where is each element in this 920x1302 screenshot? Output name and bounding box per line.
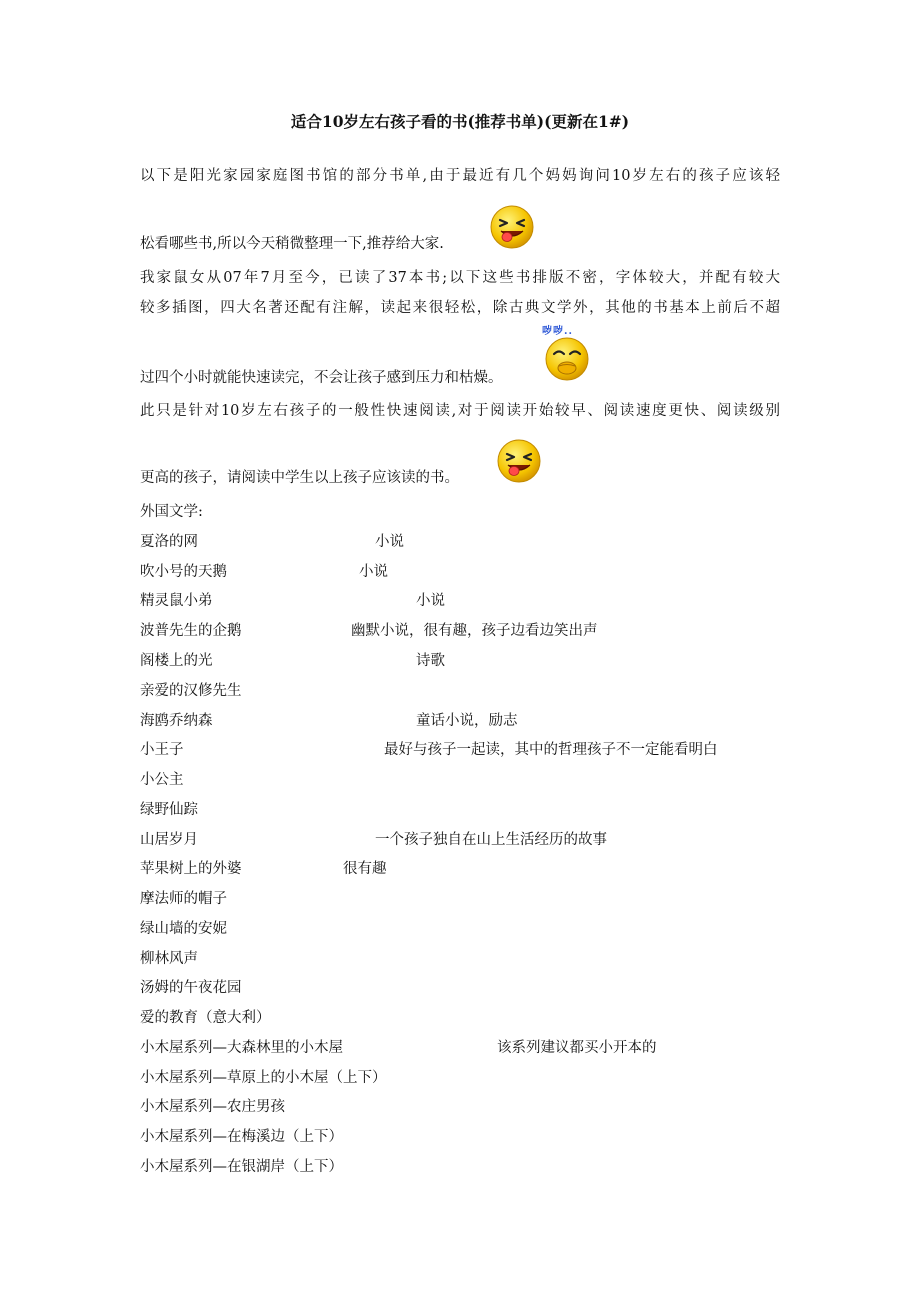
intro-line: 我家鼠女从07年7月至今，已读了37本书;以下这些书排版不密，字体较大，并配有较大 bbox=[140, 270, 780, 286]
book-note: 诗歌 bbox=[416, 653, 445, 669]
book-title: 绿野仙踪 bbox=[140, 802, 198, 818]
book-note: 童话小说，励志 bbox=[416, 713, 518, 729]
book-title: 小木屋系列—在银湖岸（上下） bbox=[140, 1159, 343, 1175]
book-note: 该系列建议都买小开本的 bbox=[497, 1040, 657, 1056]
book-title: 亲爱的汉修先生 bbox=[140, 683, 242, 699]
book-title: 海鸥乔纳森 bbox=[140, 713, 213, 729]
book-title: 摩法师的帽子 bbox=[140, 891, 227, 907]
book-title: 小木屋系列—在梅溪边（上下） bbox=[140, 1129, 343, 1145]
book-note: 幽默小说，很有趣，孩子边看边笑出声 bbox=[351, 623, 598, 639]
book-note: 小说 bbox=[416, 593, 445, 609]
book-title: 吹小号的天鹅 bbox=[140, 564, 227, 580]
book-title: 爱的教育（意大利） bbox=[140, 1010, 271, 1026]
book-title: 小公主 bbox=[140, 772, 184, 788]
tongue-smiley-icon bbox=[496, 438, 542, 484]
book-note: 一个孩子独自在山上生活经历的故事 bbox=[375, 832, 607, 848]
book-title: 夏洛的网 bbox=[140, 534, 198, 550]
section-heading: 外国文学: bbox=[140, 504, 203, 520]
book-title: 小木屋系列—草原上的小木屋（上下） bbox=[140, 1070, 387, 1086]
laughing-smiley-icon bbox=[544, 336, 590, 382]
page-title: 适合10岁左右孩子看的书(推荐书单)(更新在1#) bbox=[290, 112, 630, 131]
book-title: 绿山墙的安妮 bbox=[140, 921, 227, 937]
intro-line: 松看哪些书,所以今天稍微整理一下,推荐给大家. bbox=[140, 236, 444, 252]
book-title: 柳林风声 bbox=[140, 951, 198, 967]
book-title: 波普先生的企鹅 bbox=[140, 623, 242, 639]
tongue-smiley-icon bbox=[489, 204, 535, 250]
intro-line: 较多插图，四大名著还配有注解，读起来很轻松，除古典文学外，其他的书基本上前后不超 bbox=[140, 300, 780, 316]
book-note: 小说 bbox=[359, 564, 388, 580]
sweat-drops-label: 哕哕.. bbox=[542, 326, 573, 337]
book-title: 小木屋系列—大森林里的小木屋 bbox=[140, 1040, 343, 1056]
intro-line: 更高的孩子，请阅读中学生以上孩子应该读的书。 bbox=[140, 470, 459, 486]
book-title: 山居岁月 bbox=[140, 832, 198, 848]
book-title: 小王子 bbox=[140, 742, 184, 758]
book-note: 最好与孩子一起读，其中的哲理孩子不一定能看明白 bbox=[384, 742, 718, 758]
intro-line: 此只是针对10岁左右孩子的一般性快速阅读,对于阅读开始较早、阅读速度更快、阅读级别 bbox=[140, 403, 780, 419]
book-note: 小说 bbox=[375, 534, 404, 550]
intro-line: 以下是阳光家园家庭图书馆的部分书单,由于最近有几个妈妈询问10岁左右的孩子应该轻 bbox=[140, 168, 780, 184]
book-title: 小木屋系列—农庄男孩 bbox=[140, 1099, 285, 1115]
book-title: 阁楼上的光 bbox=[140, 653, 213, 669]
book-title: 苹果树上的外婆 bbox=[140, 861, 242, 877]
book-title: 汤姆的午夜花园 bbox=[140, 980, 242, 996]
book-title: 精灵鼠小弟 bbox=[140, 593, 213, 609]
book-note: 很有趣 bbox=[343, 861, 387, 877]
intro-line: 过四个小时就能快速读完，不会让孩子感到压力和枯燥。 bbox=[140, 370, 503, 386]
